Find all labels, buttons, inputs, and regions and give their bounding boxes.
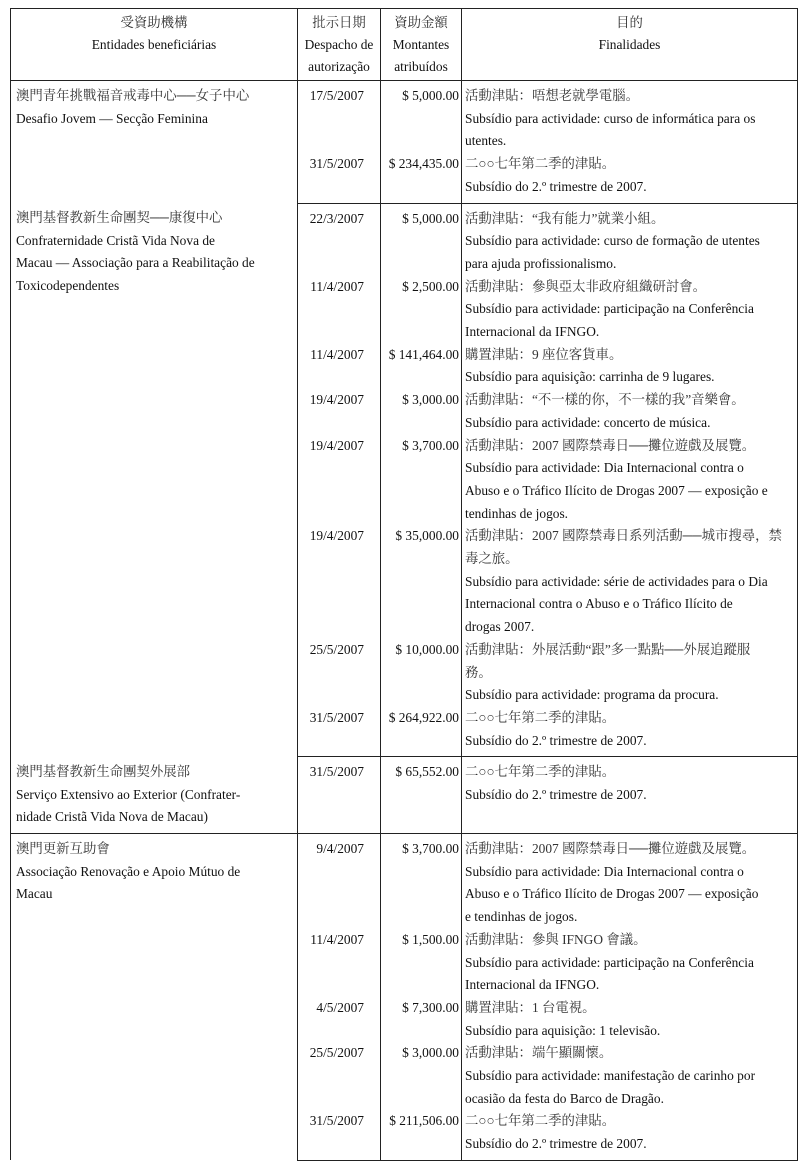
entity-name-pt: Associação Renovação e Apoio Mútuo de xyxy=(16,863,241,879)
amount-awarded: $ 211,506.00 xyxy=(381,1110,462,1160)
entity-name-zh: 澳門基督教新生命團契外展部 xyxy=(16,763,191,779)
purpose-line: tendinhas de jogos. xyxy=(465,505,569,521)
entity-name-pt: nidade Cristã Vida Nova de Macau) xyxy=(16,809,208,825)
purpose-cell xyxy=(462,1042,798,1110)
amount-awarded: $ 264,922.00 xyxy=(381,707,462,757)
purpose-line: Subsídio para aquisição: carrinha de 9 lugares. xyxy=(465,369,715,385)
purpose-cell xyxy=(462,435,798,526)
purpose-line: Subsídio do 2.º trimestre de 2007. xyxy=(465,787,647,803)
purpose-line: Abuso e o Tráfico Ilícito de Drogas 2007 — exposição e xyxy=(465,482,768,498)
amount-awarded: $ 5,000.00 xyxy=(381,81,462,154)
purpose-line: Subsídio para actividade: participação na Conferência xyxy=(465,954,754,970)
entity-cell xyxy=(11,203,298,757)
purpose-cell xyxy=(462,757,798,834)
purpose-line: 二○○七年第二季的津貼。 xyxy=(465,709,616,725)
purpose-line: Subsídio para actividade: Dia Internacional contra o xyxy=(465,863,744,879)
purpose-line: Abuso e o Tráfico Ilícito de Drogas 2007 — exposição xyxy=(465,886,759,902)
purpose-line: Subsídio do 2.º trimestre de 2007. xyxy=(465,732,647,748)
purpose-line: para ajuda profissionalismo. xyxy=(465,255,617,271)
purpose-line: 活動津貼：唔想老就學電腦。 xyxy=(465,88,640,103)
purpose-line: Subsídio para actividade: programa da procura. xyxy=(465,687,719,703)
dispatch-date: 11/4/2007 xyxy=(298,344,381,389)
header-amount-pt2: atribuídos xyxy=(394,59,448,74)
purpose-line: 購置津貼：1 台電視。 xyxy=(465,999,596,1015)
header-entities xyxy=(11,9,298,81)
table-row xyxy=(11,834,798,929)
dispatch-date: 11/4/2007 xyxy=(298,276,381,344)
header-amount xyxy=(381,9,462,81)
header-amount-zh: 資助金額 xyxy=(394,15,448,30)
header-date xyxy=(298,9,381,81)
entity-name-pt: Macau xyxy=(16,886,53,902)
amount-awarded: $ 65,552.00 xyxy=(381,757,462,834)
purpose-line: 活動津貼：2007 國際禁毒日系列活動──城市搜尋，禁 xyxy=(465,528,782,544)
purpose-cell xyxy=(462,276,798,344)
purpose-line: drogas 2007. xyxy=(465,619,535,635)
amount-awarded: $ 7,300.00 xyxy=(381,997,462,1042)
purpose-line: 二○○七年第二季的津貼。 xyxy=(465,1113,616,1129)
entity-name-zh: 澳門基督教新生命團契──康復中心 xyxy=(16,210,223,226)
purpose-line: 活動津貼：2007 國際禁毒日──攤位遊戲及展覽。 xyxy=(465,437,756,453)
entity-name-zh: 澳門青年挑戰福音戒毒中心──女子中心 xyxy=(16,88,250,103)
purpose-line: Subsídio do 2.º trimestre de 2007. xyxy=(465,178,647,194)
table-header-row xyxy=(11,9,798,81)
purpose-line: ocasião da festa do Barco de Dragão. xyxy=(465,1090,664,1106)
header-date-pt1: Despacho de xyxy=(304,37,374,52)
purpose-cell xyxy=(462,81,798,154)
header-purpose-pt: Finalidades xyxy=(598,37,661,52)
header-amount-pt1: Montantes xyxy=(392,37,450,52)
dispatch-date: 11/4/2007 xyxy=(298,929,381,997)
entity-name-pt: Toxicodependentes xyxy=(16,278,120,294)
purpose-line: 活動津貼：“我有能力”就業小組。 xyxy=(465,210,665,226)
purpose-line: Subsídio para actividade: participação na Conferência xyxy=(465,301,754,317)
header-date-zh: 批示日期 xyxy=(312,15,366,30)
amount-awarded: $ 5,000.00 xyxy=(381,203,462,276)
purpose-line: 務。 xyxy=(465,664,492,680)
purpose-line: 活動津貼：參與亞太非政府組織研討會。 xyxy=(465,278,707,294)
purpose-line: Subsídio para actividade: curso de formação de utentes xyxy=(465,233,760,249)
amount-awarded: $ 3,000.00 xyxy=(381,389,462,434)
dispatch-date: 31/5/2007 xyxy=(298,757,381,834)
purpose-cell xyxy=(462,929,798,997)
purpose-line: utentes. xyxy=(465,133,507,149)
amount-awarded: $ 35,000.00 xyxy=(381,525,462,639)
purpose-cell xyxy=(462,997,798,1042)
header-purpose-zh: 目的 xyxy=(616,15,643,30)
purpose-line: Internacional contra o Abuso e o Tráfico Ilícito de xyxy=(465,596,733,612)
purpose-cell xyxy=(462,1110,798,1160)
dispatch-date: 25/5/2007 xyxy=(298,1042,381,1110)
header-entities-zh: 受資助機構 xyxy=(120,15,188,30)
purpose-line: 二○○七年第二季的津貼。 xyxy=(465,156,616,172)
amount-awarded: $ 3,700.00 xyxy=(381,435,462,526)
dispatch-date: 22/3/2007 xyxy=(298,203,381,276)
purpose-line: Subsídio para actividade: série de actividades para o Dia xyxy=(465,573,768,589)
purpose-cell xyxy=(462,389,798,434)
entity-cell xyxy=(11,81,298,204)
entity-name-pt: Confraternidade Cristã Vida Nova de xyxy=(16,232,216,248)
purpose-line: Internacional da IFNGO. xyxy=(465,977,600,993)
purpose-cell xyxy=(462,153,798,203)
header-purpose xyxy=(462,9,798,81)
purpose-line: Subsídio para actividade: manifestação de carinho por xyxy=(465,1068,756,1084)
dispatch-date: 4/5/2007 xyxy=(298,997,381,1042)
entity-name-pt: Macau — Associação para a Reabilitação de xyxy=(16,255,255,271)
purpose-line: Subsídio do 2.º trimestre de 2007. xyxy=(465,1136,647,1152)
purpose-line: 二○○七年第二季的津貼。 xyxy=(465,764,616,780)
table-row xyxy=(11,81,798,154)
purpose-line: Subsídio para aquisição: 1 televisão. xyxy=(465,1022,661,1038)
dispatch-date: 19/4/2007 xyxy=(298,525,381,639)
subsidy-table-container xyxy=(10,8,797,1161)
amount-awarded: $ 234,435.00 xyxy=(381,153,462,203)
entity-cell xyxy=(11,757,298,834)
subsidy-table xyxy=(10,8,798,1161)
purpose-line: Subsídio para actividade: concerto de música. xyxy=(465,414,711,430)
purpose-line: 活動津貼：“不一樣的你，不一樣的我”音樂會。 xyxy=(465,392,745,408)
purpose-cell xyxy=(462,707,798,757)
entity-name-pt: Desafio Jovem — Secção Feminina xyxy=(16,110,208,126)
purpose-line: e tendinhas de jogos. xyxy=(465,909,578,925)
entity-cell xyxy=(11,834,298,1161)
amount-awarded: $ 1,500.00 xyxy=(381,929,462,997)
dispatch-date: 31/5/2007 xyxy=(298,707,381,757)
purpose-cell xyxy=(462,525,798,639)
amount-awarded: $ 3,000.00 xyxy=(381,1042,462,1110)
table-row xyxy=(11,203,798,276)
purpose-line: Internacional da IFNGO. xyxy=(465,324,600,340)
purpose-cell xyxy=(462,344,798,389)
entity-name-pt: Serviço Extensivo ao Exterior (Confrater- xyxy=(16,786,241,802)
purpose-line: Subsídio para actividade: Dia Internacional contra o xyxy=(465,460,744,476)
amount-awarded: $ 10,000.00 xyxy=(381,639,462,707)
header-date-pt2: autorização xyxy=(308,59,370,74)
purpose-line: 活動津貼：端午顯關懷。 xyxy=(465,1045,613,1061)
amount-awarded: $ 2,500.00 xyxy=(381,276,462,344)
dispatch-date: 25/5/2007 xyxy=(298,639,381,707)
dispatch-date: 19/4/2007 xyxy=(298,389,381,434)
purpose-line: Subsídio para actividade: curso de informática para os xyxy=(465,110,756,126)
header-entities-pt: Entidades beneficiárias xyxy=(91,37,217,52)
table-row xyxy=(11,757,798,834)
purpose-line: 活動津貼：2007 國際禁毒日──攤位遊戲及展覽。 xyxy=(465,841,756,856)
purpose-cell xyxy=(462,639,798,707)
dispatch-date: 9/4/2007 xyxy=(298,834,381,929)
purpose-cell xyxy=(462,834,798,929)
purpose-line: 購置津貼：9 座位客貨車。 xyxy=(465,346,623,362)
purpose-line: 活動津貼：外展活動“跟”多一點點──外展追蹤服 xyxy=(465,641,751,657)
dispatch-date: 19/4/2007 xyxy=(298,435,381,526)
amount-awarded: $ 141,464.00 xyxy=(381,344,462,389)
purpose-line: 毒之旅。 xyxy=(465,551,519,567)
purpose-cell xyxy=(462,203,798,276)
dispatch-date: 31/5/2007 xyxy=(298,153,381,203)
dispatch-date: 17/5/2007 xyxy=(298,81,381,154)
amount-awarded: $ 3,700.00 xyxy=(381,834,462,929)
table-body xyxy=(11,81,798,1161)
purpose-line: 活動津貼：參與 IFNGO 會議。 xyxy=(465,931,647,947)
entity-name-zh: 澳門更新互助會 xyxy=(16,841,110,856)
dispatch-date: 31/5/2007 xyxy=(298,1110,381,1160)
